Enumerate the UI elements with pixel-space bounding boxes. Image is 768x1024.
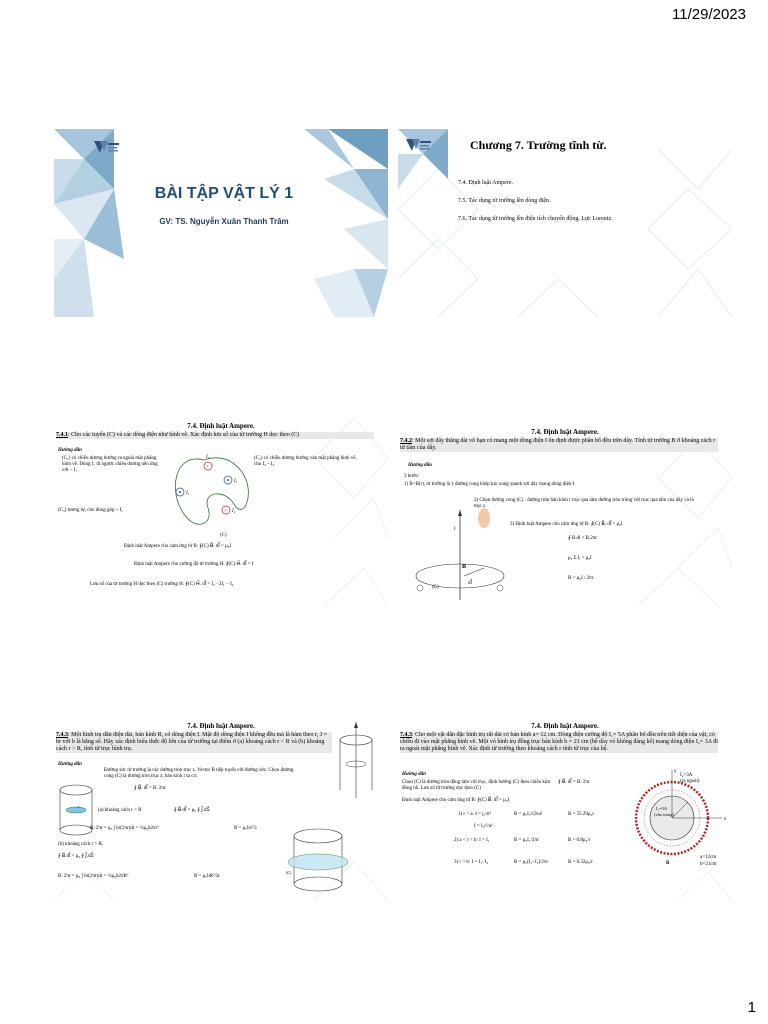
label-i2-direction: (ra ngoài): [680, 779, 700, 784]
problem-text: : Cho các tuyến (C) và các dòng điện như hình vẽ. Xác định lưu số của từ trường H dọc theo (C): [68, 432, 300, 438]
equation-loop: ∮ B⃗. dl⃗ = B. 2πr: [134, 786, 166, 791]
problem-statement: [56, 732, 332, 753]
equation-loop: ∮ B⃗. dl⃗ = B. 2πr: [558, 780, 590, 785]
problem-id: 7.4.2: [400, 438, 412, 444]
label-i1-direction: (vào trong): [654, 812, 675, 817]
equation-b1: ∮ B⃗.dl⃗ = μ₀ ∮ J⃗.dS⃗: [58, 854, 94, 859]
explanation-c3: (C₃) tương tự, cho đóng góp – I₁: [58, 508, 123, 513]
guide-label: Hướng dẫn: [408, 463, 432, 468]
slide-1-thumbnail[interactable]: [54, 129, 388, 317]
svg-text:×: ×: [206, 465, 209, 470]
case-2-value: B = 0.8μ₀/r: [568, 838, 591, 843]
problem-statement: [56, 432, 374, 439]
result-a: B = μ₀br²/3: [234, 826, 257, 831]
guide-intro: Chọn (C) là đường tròn đồng tâm với trục, định hướng (C) theo chiều kim đồng hồ. Lưu số từ trường dọc theo (C): [402, 780, 551, 791]
outline-item: 7.5. Tác dụng từ trường lên dòng điện.: [458, 198, 551, 204]
equation-loop: ∮ B.dl = B.2πr: [568, 536, 597, 541]
label-i4: I₄: [232, 509, 236, 514]
guide-label: Hướng dẫn: [58, 762, 82, 767]
outline-item: 7.4. Định luật Ampere.: [458, 180, 513, 186]
label-b: B⃗: [462, 564, 471, 570]
slide-2-thumbnail[interactable]: [398, 129, 732, 317]
label-r: r: [78, 804, 80, 809]
cylinder-diagram-top: [332, 720, 382, 800]
ampere-law-b: Định luật Ampere cho cảm ứng từ B: ∮(C) B⃗. dl⃗ = μ₀I: [124, 544, 232, 549]
label-i2: I₂=3A: [680, 773, 693, 778]
steps-label: 3 bước:: [404, 474, 420, 479]
problem-statement: [400, 732, 718, 753]
problem-text: : Một hình trụ dẫn điện dài, bán kính R, có dòng điện I. Mật độ dòng điện J không đều mà là hàm theo r, J = br với b là hằng số. Hãy xác định biểu thức độ lớn của từ trường tại điểm ở (a) khoảng cách r < R và (b) khoảng cách r > R, tính từ trục hình trụ.: [56, 732, 327, 752]
step-1: 1) B=B(r), từ trường là 1 đường cong khép kín xung quanh sợi dây mang dòng điện I: [404, 482, 575, 487]
slide-6-thumbnail[interactable]: [398, 712, 732, 900]
label-c: (C): [220, 533, 227, 538]
triangle-pattern-background: [398, 129, 732, 317]
explanation-c1: (C₁) có chiều dương hướng ra ngoài mặt phẳng hình vẽ. Dòng I₁ đi ngược chiều dương nên ứng với – I₁: [62, 456, 158, 473]
case-2-field: B = μ₀I₁/2πr: [514, 838, 539, 843]
label-y: y: [674, 769, 677, 774]
case-1-current: I = I₁r²/a²: [474, 824, 493, 829]
equation-sum: μ₀ Σ Iᵢ = μ₀I: [568, 556, 592, 561]
part-b-label: (b) khoảng cách r > R.: [58, 842, 104, 847]
case-3: 3) r > b: I = I₁- I₂: [454, 860, 489, 865]
label-i1: I₁: [186, 491, 190, 496]
university-logo: [406, 137, 432, 153]
guide-label: Hướng dẫn: [58, 448, 82, 453]
ampere-law-h: Định luật Ampere cho cường độ từ trường H: ∮(C) H⃗. dl⃗ = I: [134, 562, 254, 567]
coaxial-cylinder-diagram: [626, 768, 730, 872]
page-number: 1: [747, 999, 756, 1016]
wire-field-diagram: [404, 506, 514, 602]
slide-1-subtitle: GV: TS. Nguyễn Xuân Thanh Trâm: [159, 217, 289, 226]
equation-a2: B. 2πr = μ₀ ∫ br(2πr)dr = ⅔μ₀b2πr³: [90, 826, 159, 831]
case-2: 2) a < r < b: I = I₁: [454, 838, 490, 843]
ampere-law: Định luật Ampere cho cảm ứng từ B: ∮(C) B⃗. dl⃗ = μ₀I: [402, 798, 510, 803]
label-i: I: [454, 527, 456, 532]
slide-2-title: Chương 7. Trường tĩnh từ.: [470, 138, 607, 152]
current-loop-diagram: [164, 452, 256, 538]
slide-title: 7.4. Định luật Ampere.: [531, 722, 599, 730]
print-date: 11/29/2023: [672, 6, 746, 23]
equation-result: B = μ₀I / 2πr: [568, 576, 594, 581]
label-i1: I₁=5A: [656, 806, 668, 811]
slide-title: 7.4. Định luật Ampere.: [531, 428, 599, 436]
part-a-label: (a) khoảng cách r < R: [98, 808, 142, 813]
step-2: 2) Chọn đường cong (C) : đường tròn bán kính r trục qua tâm đường tròn trùng với trục qua tâm của dây và là trục z: [474, 498, 694, 509]
label-c: (C): [286, 870, 292, 875]
case-3-field: B = μ₀(I₁−I₂)/2πr: [514, 860, 549, 865]
guide-label: Hướng dẫn: [402, 772, 426, 777]
problem-id: 7.4.3: [56, 732, 68, 738]
case-3-value: B = 0.32μ₀/r: [568, 860, 593, 865]
label-dl: dl⃗: [468, 581, 472, 586]
case-1-field: B = μ₀I₁r/2πa²: [514, 812, 543, 817]
case-1: 1) r < a: I = j₁πr²: [458, 812, 492, 817]
outline-item: 7.6. Tác dụng từ trường lên điện tích chuyển động. Lực Lorentz.: [458, 216, 613, 222]
problem-statement: [400, 438, 718, 452]
circulation-result: Lưu số của từ trường H dọc theo (C) trường H: ∮(C) H⃗. dl⃗ = I₃ −2I₁ − I₄: [90, 582, 234, 587]
slide-title: 7.4. Định luật Ampere.: [187, 722, 255, 730]
problem-id: 7.4.1: [56, 432, 68, 438]
label-i3: I₃: [234, 479, 238, 484]
right-hand-icon: [478, 508, 490, 528]
case-1-value: B = 55.29μ₀r: [568, 812, 594, 817]
problem-text: : Cho một vật dẫn đặc hình trụ rất dài có bán kính a= 12 cm. Dòng điện cường độ I₁= 5A phân bố đều trên tiết diện của vật, có chiều đi vào mặt phẳng hình vẽ. Một vỏ hình trụ đồng trục bán kính b = 21 cm (bề dày vỏ không đáng kể) mang dòng điện I₂= 3A đi ra ngoài mặt phẳng hình vẽ. Xác định từ trường theo khoảng cách r tính từ trục của hệ.: [400, 732, 718, 752]
step-3: 3) Định luật Ampere cho cảm ứng từ B: ∮(C) B⃗. dl⃗ = μ₀I: [510, 522, 623, 527]
slide-title: 7.4. Định luật Ampere.: [187, 422, 255, 430]
result-b: B = μ₀bR³/3r: [194, 874, 220, 879]
cylinder-diagram-b: [284, 822, 354, 898]
problem-id: 7.4.3: [400, 732, 412, 738]
equation-b2: B. 2πr = μ₀ ∫ br(2πr)dr = ⅔μ₀b2πR³: [58, 874, 129, 879]
slide-4-thumbnail[interactable]: [398, 418, 732, 606]
label-c: (C): [432, 585, 439, 590]
university-logo: [94, 139, 120, 155]
guide-intro: Đường sức từ trường là các đường tròn trục z. Vector B tiếp tuyến với đường sức. Chọn đường cong (C) là đường tròn trục z, bán kính r ta có:: [104, 768, 294, 779]
slide-3-thumbnail[interactable]: [54, 418, 388, 606]
slide-1-title: BÀI TẬP VẬT LÝ 1: [154, 185, 294, 202]
equation-a1: ∮ B⃗.dl⃗ = μ₀ ∮ J⃗.dS⃗: [174, 808, 210, 813]
problem-text: : Một sợi dây thẳng dài vô hạn có mang một dòng điện I ổn định được phân bố đều trên dây. Tính từ trường B ở khoảng cách r từ tâm của dây.: [400, 438, 716, 451]
label-a: a=12cm: [700, 855, 717, 860]
label-x: x: [724, 817, 727, 822]
slide-5-thumbnail[interactable]: [54, 712, 388, 900]
explanation-c2: (C₂) có chiều dương hướng vào mặt phẳng hình vẽ, cho I₃ – I₄: [254, 456, 357, 467]
label-b: b=21cm: [700, 862, 717, 867]
label-b-vector: B⃗: [666, 861, 674, 866]
svg-text:×: ×: [224, 509, 227, 514]
label-i2: I₂: [206, 455, 210, 460]
